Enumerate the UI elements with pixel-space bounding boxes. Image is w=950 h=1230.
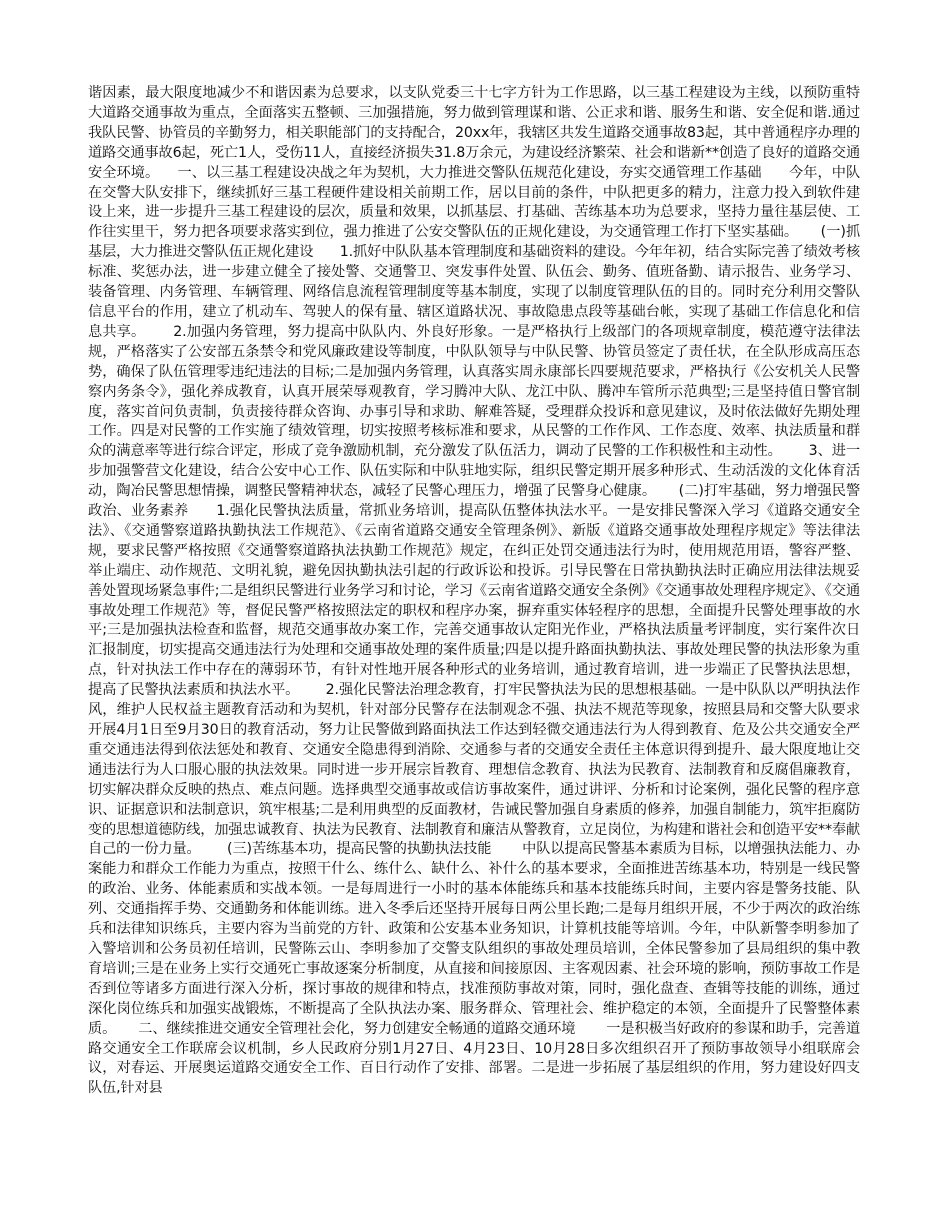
body-paragraph: 谐因素，最大限度地减少不和谐因素为总要求，以支队党委三十七字方针为工作思路，以三基工程建设为主线，以预防重特大道路交通事故为重点，全面落实五整顿、三加强措施，努力做到管理谋和谐、公正求和谐、服务生和谐、安全促和谐.通过我队民警、协管员的辛勤努力，相关职能部门的支持配合，20xx年，我辖区共发生道路交通事故83起，其中普通程序办理的道路交通事故6起，死亡1人，受伤11人，直接经济损失31.8万余元，为建设经济繁荣、社会和谐新**创造了良好的道路交通安全环境。 一、以三基工程建设决战之年为契机，大力推进交警队伍规范化建设，夯实交通管理工作基础 今年，中队在交警大队安排下，继续抓好三基工程硬件建设相关前期工作，居以目前的条件，中队把更多的精力，注意力投入到软件建设上来，进一步提升三基工程建设的层次，质量和效果，以抓基层、打基础、苦练基本功为总要求，坚持力量往基层使、工作往实里干，努力把各项要求落实到位，强力推进了公安交警队伍的正规化建设，为交通管理工作打下坚实基础。 (一)抓基层，大力推进交警队伍正规化建设 1.抓好中队队基本管理制度和基础资料的建设。今年年初，结合实际完善了绩效考核标准、奖惩办法，进一步建立健全了接处警、交通警卫、突发事件处置、队伍会、勤务、值班备勤、请示报告、业务学习、装备管理、内务管理、车辆管理、网络信息流程管理制度等基本制度，实现了以制度管理队伍的目的。同时充分利用交警队信息平台的作用，建立了机动车、驾驶人的保有量、辖区道路状况、事故隐患点段等基础台帐，实现了基础工作信息化和信息共享。 2.加强内务管理，努力提高中队队内、外良好形象。一是严格执行上级部门的各项规章制度，模范遵守法律法规，严格落实了公安部五条禁令和党风廉政建设等制度，中队队领导与中队民警、协管员签定了责任状，在全队形成高压态势，确保了队伍管理零违纪违法的目标;二是加强内务管理，认真落实周永康部长四要规范要求，严格执行《公安机关人民警察内务条令》，强化养成教育，认真开展荣辱观教育，学习腾冲大队、龙江中队、腾冲车管所示范典型;三是坚持值日警官制度，落实首问负责制，负责接待群众咨询、办事引导和求助、解难答疑，受理群众投诉和意见建议，及时依法做好先期处理工作。四是对民警的工作实施了绩效管理，切实按照考核标准和要求，从民警的工作作风、工作态度、效率、执法质量和群众的满意率等进行综合评定，形成了竞争激励机制，充分激发了队伍活力，调动了民警的工作积极性和主动性。 3、进一步加强警营文化建设，结合公安中心工作、队伍实际和中队驻地实际，组织民警定期开展多种形式、生动活泼的文化体育活动，陶冶民警思想情操，调整民警精神状态，减轻了民警心理压力，增强了民警身心健康。 (二)打牢基础，努力增强民警政治、业务素养 1.强化民警执法质量，常抓业务培训，提高队伍整体执法水平。一是安排民警深入学习《道路交通安全法》、《交通警察道路执勤执法工作规范》、《云南省道路交通安全管理条例》、新版《道路交通事故处理程序规定》等法律法规，要求民警严格按照《交通警察道路执法执勤工作规范》规定，在纠正处罚交通违法行为时，使用规范用语，警容严整、举止端庄、动作规范、文明礼貌，避免因执勤执法引起的行政诉讼和投诉。引导民警在日常执勤执法时正确应用法律法规妥善处置现场紧急事件;二是组织民警进行业务学习和讨论，学习《云南省道路交通安全条例》《交通事故处理程序规定》、《交通事故处理工作规范》等，督促民警严格按照法定的职权和程序办案，摒弃重实体轻程序的思想，全面提升民警处理事故的水平;三是加强执法检查和监督，规范交通事故办案工作，完善交通事故认定阳光作业，严格执法质量考评制度，实行案件次日汇报制度，切实提高交通违法行为处理和交通事故处理的案件质量;四是以提升路面执勤执法、事故处理民警的执法形象为重点，针对执法工作中存在的薄弱环节，有针对性地开展各种形式的业务培训，通过教育培训，进一步端正了民警执法思想，提高了民警执法素质和执法水平。 2.强化民警法治理念教育，打牢民警执法为民的思想根基础。一是中队队以严明执法作风，维护人民权益主题教育活动和为契机，针对部分民警存在法制观念不强、执法不规范等现象，按照县局和交警大队要求开展4月1日至9月30日的教育活动，努力让民警做到路面执法工作达到轻微交通违法行为人得到教育、危及公共交通安全严重交通违法得到依法惩处和教育、交通安全隐患得到消除、交通参与者的交通安全责任主体意识得到提升、最大限度地让交通违法行为人口服心服的执法效果。同时进一步开展宗旨教育、理想信念教育、执法为民教育、法制教育和反腐倡廉教育，切实解决群众反映的热点、难点问题。选择典型交通事故或信访事故案件，通过讲评、分析和讨论案例，强化民警的程序意识、证据意识和法制意识，筑牢根基;二是利用典型的反面教材，告诫民警加强自身素质的修养，加强自制能力，筑牢拒腐防变的思想道德防线，加强忠诚教育、执法为民教育、法制教育和廉洁从警教育，立足岗位，为构建和谐社会和创造平安**奉献自己的一份力量。 (三)苦练基本功，提高民警的执勤执法技能 中队以提高民警基本素质为目标，以增强执法能力、办案能力和群众工作能力为重点，按照干什么、练什么、缺什么、补什么的基本要求，全面推进苦练基本功，特别是一线民警的政治、业务、体能素质和实战本领。一是每周进行一小时的基本体能练兵和基本技能练兵时间，主要内容是警务技能、队列、交通指挥手势、交通勤务和体能训练。进入冬季后还坚持开展每日两公里长跑;二是每月组织开展，不少于两次的政治练兵和法律知识练兵，主要内容为当前党的方针、政策和公安基本业务知识，计算机技能等培训。今年，中队新警李明参加了入警培训和公务员初任培训，民警陈云山、李明参加了交警支队组织的事故处理员培训，全体民警参加了县局组织的集中教育培训;三是在业务上实行交通死亡事故逐案分析制度，从直接和间接原因、主客观因素、社会环境的影响，预防事故工作是否到位等诸多方面进行深入分析，探讨事故的规律和特点，找准预防事故对策，同时，强化盘查、查辑等技能的训练，通过深化岗位练兵和加强实战锻炼，不断提高了全队执法办案、服务群众、管理社会、维护稳定的本领，全面提升了民警整体素质。 二、继续推进交通安全管理社会化，努力创建安全畅通的道路交通环境 一是积极当好政府的参谋和助手，完善道路交通安全工作联席会议机制，乡人民政府分别1月27日、4月23日、10月28日多次组织召开了预防事故领导小组联席会议，对春运、开展奥运道路交通安全工作、百日行动作了安排、部署。二是进一步拓展了基层组织的作用，努力建设好四支队伍,针对县 bbox=[88, 85, 860, 1097]
document-page bbox=[88, 84, 860, 1224]
